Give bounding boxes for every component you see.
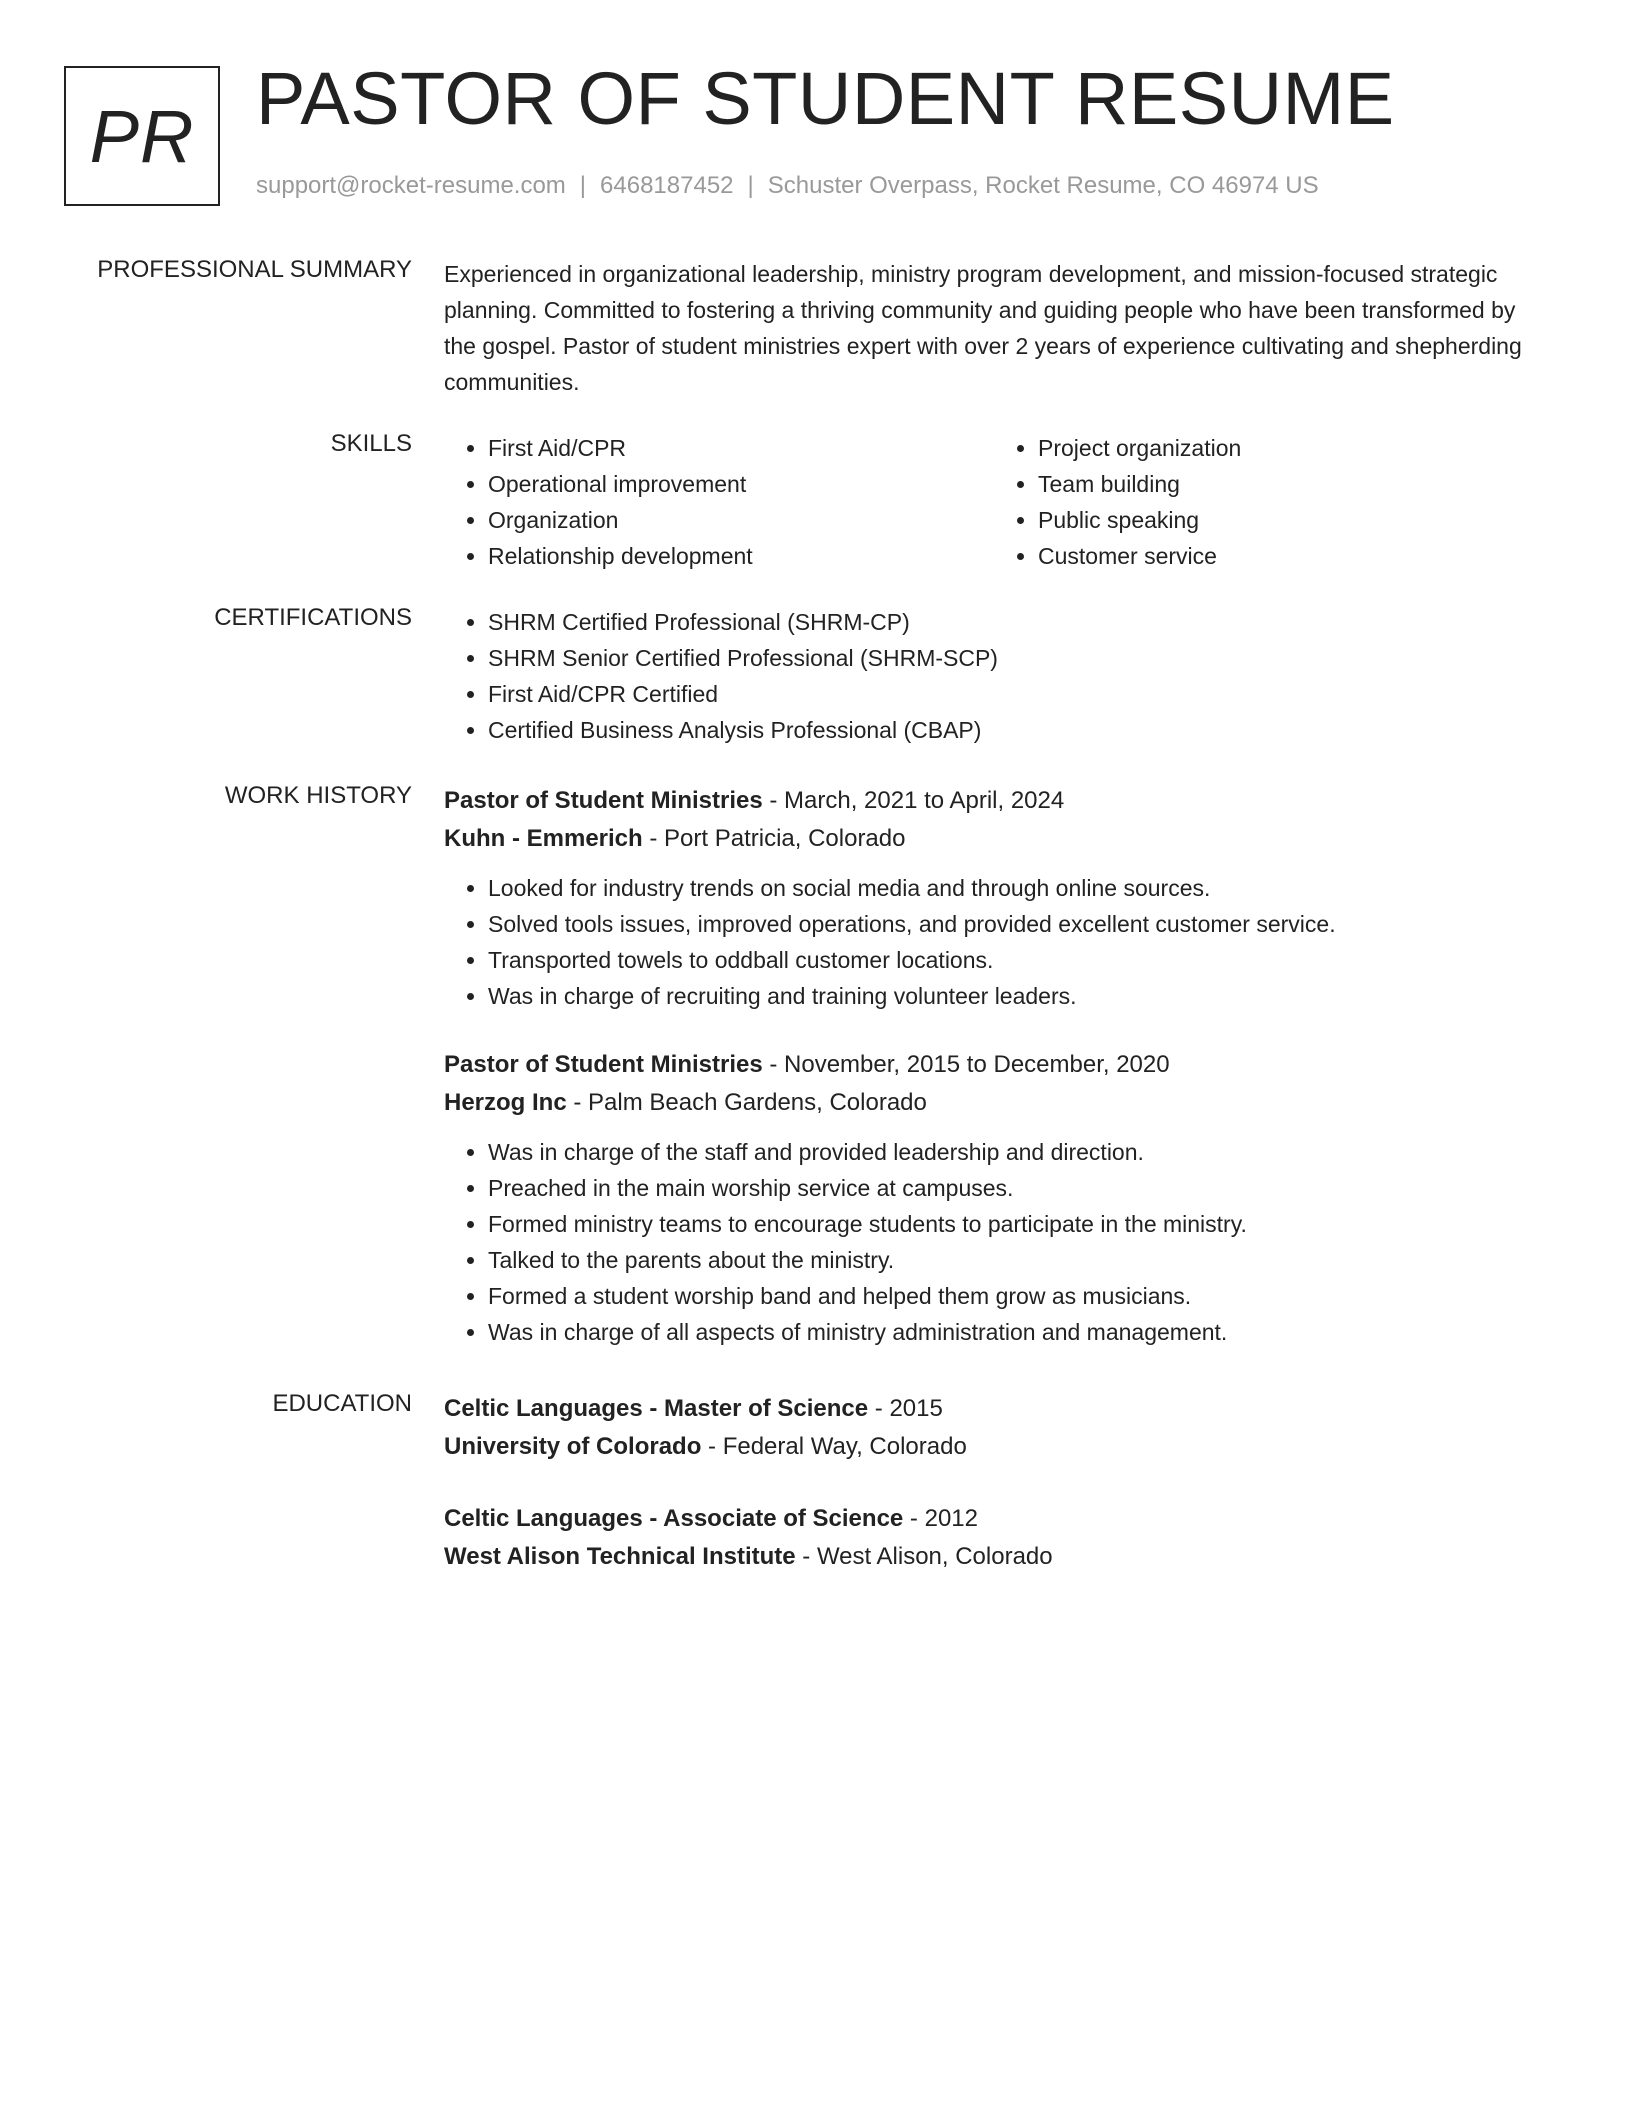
section-content-certifications — [444, 604, 1544, 748]
contact-line — [256, 172, 1319, 200]
initials-monogram: PR — [64, 66, 220, 206]
job-duty-item: • Formed a student worship band and helped them grow as musicians. — [488, 1278, 1544, 1314]
education-school-line — [444, 1428, 1544, 1466]
contact-phone: 6468187452 — [600, 172, 734, 199]
skill-item: • Customer service — [1038, 538, 1544, 574]
section-label-skills: SKILLS — [330, 430, 412, 457]
skill-item: • Organization — [488, 502, 994, 538]
section-content-education — [444, 1390, 1544, 1576]
job-company: Herzog Inc — [444, 1089, 567, 1116]
job-title: Pastor of Student Ministries — [444, 787, 763, 814]
job-company: Kuhn - Emmerich — [444, 825, 643, 852]
education-year: - 2012 — [903, 1505, 978, 1532]
contact-address: Schuster Overpass, Rocket Resume, CO 46974 US — [767, 172, 1319, 199]
section-label-education: EDUCATION — [272, 1390, 412, 1417]
job-company-line — [444, 820, 1544, 858]
education-location: - Federal Way, Colorado — [701, 1433, 967, 1460]
section-content-work-history — [444, 782, 1544, 1350]
contact-email: support@rocket-resume.com — [256, 172, 566, 199]
skills-columns — [444, 430, 1544, 574]
summary-text: Experienced in organizational leadership, ministry program development, and mission-focused strategic planning. Committed to fostering a thriving community and guiding people who have been transformed by the gospel. Pastor of student ministries expert with over 2 years of experience cultivating and shepherding communities. — [444, 261, 1522, 395]
skills-list-right — [994, 430, 1544, 574]
skill-item: • First Aid/CPR — [488, 430, 994, 466]
section-content-summary — [444, 256, 1544, 400]
job-duty-item: • Formed ministry teams to encourage students to participate in the ministry. — [488, 1206, 1544, 1242]
skill-item: • Project organization — [1038, 430, 1544, 466]
job-duty-item: • Preached in the main worship service at campuses. — [488, 1170, 1544, 1206]
job-title-line — [444, 782, 1544, 820]
education-location: - West Alison, Colorado — [795, 1543, 1053, 1570]
job-duty-item: • Was in charge of the staff and provided leadership and direction. — [488, 1134, 1544, 1170]
education-degree: Celtic Languages - Associate of Science — [444, 1505, 904, 1532]
job-duty-item: • Looked for industry trends on social media and through online sources. — [488, 870, 1544, 906]
education-degree: Celtic Languages - Master of Science — [444, 1395, 869, 1422]
job-entry — [444, 782, 1544, 1014]
job-duty-item: • Was in charge of recruiting and training volunteer leaders. — [488, 978, 1544, 1014]
skills-list-left — [444, 430, 994, 574]
job-location: - Port Patricia, Colorado — [642, 825, 906, 852]
certification-item: • Certified Business Analysis Professional (CBAP) — [488, 712, 1544, 748]
certification-item: • First Aid/CPR Certified — [488, 676, 1544, 712]
certification-item: • SHRM Senior Certified Professional (SHRM-SCP) — [488, 640, 1544, 676]
education-year: - 2015 — [868, 1395, 943, 1422]
contact-separator: | — [747, 172, 754, 199]
education-school: West Alison Technical Institute — [444, 1543, 796, 1570]
education-degree-line — [444, 1500, 1544, 1538]
section-label-summary: PROFESSIONAL SUMMARY — [97, 256, 412, 283]
education-entry — [444, 1390, 1544, 1466]
certification-item: • SHRM Certified Professional (SHRM-CP) — [488, 604, 1544, 640]
section-label-certifications: CERTIFICATIONS — [214, 604, 412, 631]
job-duty-item: • Transported towels to oddball customer locations. — [488, 942, 1544, 978]
job-title-line — [444, 1046, 1544, 1084]
certifications-list — [444, 604, 1544, 748]
skill-item: • Public speaking — [1038, 502, 1544, 538]
job-duties-list — [444, 870, 1544, 1014]
job-company-line — [444, 1084, 1544, 1122]
education-school-line — [444, 1538, 1544, 1576]
education-school: University of Colorado — [444, 1433, 702, 1460]
skill-item: • Team building — [1038, 466, 1544, 502]
resume-title: PASTOR OF STUDENT RESUME — [256, 57, 1395, 140]
job-dates: - March, 2021 to April, 2024 — [762, 787, 1065, 814]
section-label-work-history: WORK HISTORY — [224, 782, 412, 809]
job-location: - Palm Beach Gardens, Colorado — [566, 1089, 927, 1116]
job-dates: - November, 2015 to December, 2020 — [762, 1051, 1170, 1078]
skill-item: • Operational improvement — [488, 466, 994, 502]
job-title: Pastor of Student Ministries — [444, 1051, 763, 1078]
education-degree-line — [444, 1390, 1544, 1428]
job-duties-list — [444, 1134, 1544, 1350]
job-entry — [444, 1046, 1544, 1350]
skill-item: • Relationship development — [488, 538, 994, 574]
education-entry — [444, 1500, 1544, 1576]
job-duty-item: • Solved tools issues, improved operations, and provided excellent customer service. — [488, 906, 1544, 942]
job-duty-item: • Talked to the parents about the ministry. — [488, 1242, 1544, 1278]
contact-separator: | — [579, 172, 587, 199]
job-duty-item: • Was in charge of all aspects of ministry administration and management. — [488, 1314, 1544, 1350]
